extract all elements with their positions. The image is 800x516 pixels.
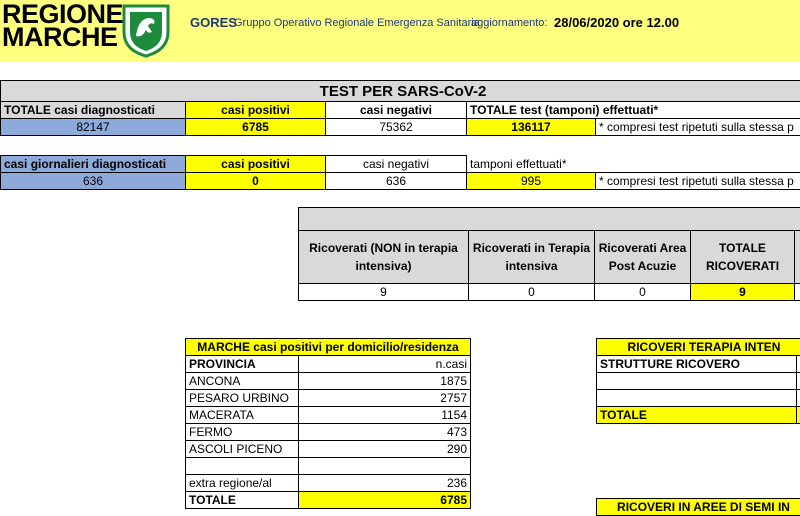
province-table xyxy=(185,338,471,509)
value-positive: 6785 xyxy=(186,119,326,136)
value-total-tests: 136117 xyxy=(467,119,596,136)
province-cases: 1154 xyxy=(299,407,471,424)
province-total-cases: 6785 xyxy=(299,492,471,509)
table-row xyxy=(186,492,471,509)
province-cases: 473 xyxy=(299,424,471,441)
test-note: * compresi test ripetuti sulla stessa p xyxy=(596,119,800,136)
cases-col-header: n.casi xyxy=(299,356,471,373)
table-row xyxy=(186,390,471,407)
header-total-tests: TOTALE test (tamponi) effettuati* xyxy=(467,102,800,119)
org-full: Gruppo Operativo Regionale Emergenza Sanitaria xyxy=(234,17,480,29)
province-name: MACERATA xyxy=(186,407,299,424)
table-row xyxy=(186,424,471,441)
header-total-diagnosed: TOTALE casi diagnosticati xyxy=(1,102,186,119)
header-daily-tests: tamponi effettuati* xyxy=(470,156,567,171)
province-name: ANCONA xyxy=(186,373,299,390)
province-name: PESARO URBINO xyxy=(186,390,299,407)
hosp-table xyxy=(298,207,800,301)
extra-region-label: extra regione/al xyxy=(186,475,299,492)
icu-table-title: RICOVERI TERAPIA INTEN xyxy=(597,339,800,356)
value-hosp-post-acute: 0 xyxy=(595,284,691,301)
value-total-diagnosed: 82147 xyxy=(1,119,186,136)
table-row xyxy=(186,441,471,458)
value-negative: 75362 xyxy=(326,119,467,136)
province-name: ASCOLI PICENO xyxy=(186,441,299,458)
test-table-title: TEST PER SARS-CoV-2 xyxy=(1,81,800,102)
value-daily-positive: 0 xyxy=(186,173,326,190)
header-hosp-post-acute: Ricoverati Area Post Acuzie xyxy=(595,231,691,284)
table-row xyxy=(186,407,471,424)
icu-table xyxy=(596,338,800,424)
test-table xyxy=(0,80,800,136)
header-negative: casi negativi xyxy=(326,102,467,119)
icu-total-label: TOTALE xyxy=(597,407,797,424)
value-hosp-non-icu: 9 xyxy=(299,284,469,301)
icu-structures-header: STRUTTURE RICOVERO xyxy=(597,356,797,373)
extra-region-cases: 236 xyxy=(299,475,471,492)
semi-table xyxy=(596,498,800,516)
province-name: FERMO xyxy=(186,424,299,441)
daily-note: * compresi test ripetuti sulla stessa p xyxy=(596,173,800,190)
org-short: GORES xyxy=(190,15,237,30)
header-hosp-non-icu: Ricoverati (NON in terapia intensiva) xyxy=(299,231,469,284)
value-daily-negative: 636 xyxy=(326,173,467,190)
province-cases: 1875 xyxy=(299,373,471,390)
update-label: aggiornamento: xyxy=(471,17,548,29)
province-total-label: TOTALE xyxy=(186,492,299,509)
value-daily-diagnosed: 636 xyxy=(1,173,186,190)
value-daily-tests: 995 xyxy=(467,173,596,190)
update-value: 28/06/2020 ore 12.00 xyxy=(554,15,680,30)
test-table-header xyxy=(1,102,800,119)
header-hosp-total: TOTALE RICOVERATI xyxy=(691,231,795,284)
province-col-header: PROVINCIA xyxy=(186,356,299,373)
hosp-table-title-bar xyxy=(299,208,800,231)
header-daily-negative: casi negativi xyxy=(326,156,467,173)
table-row xyxy=(186,373,471,390)
province-cases: 2757 xyxy=(299,390,471,407)
header-positive: casi positivi xyxy=(186,102,326,119)
table-row xyxy=(186,475,471,492)
semi-table-title: RICOVERI IN AREE DI SEMI IN xyxy=(597,499,800,516)
value-hosp-total: 9 xyxy=(691,284,795,301)
logo-line2: MARCHE xyxy=(2,22,118,52)
province-table-title: MARCHE casi positivi per domicilio/residenza xyxy=(186,339,471,356)
province-cases: 290 xyxy=(299,441,471,458)
value-hosp-icu: 0 xyxy=(469,284,595,301)
test-table-values xyxy=(1,119,800,136)
region-emblem-icon xyxy=(118,2,174,58)
header-daily-diagnosed: casi giornalieri diagnosticati xyxy=(1,156,186,173)
logo-line1: REGIONE xyxy=(2,0,124,29)
header-daily-positive: casi positivi xyxy=(186,156,326,173)
header-hosp-icu: Ricoverati in Terapia intensiva xyxy=(469,231,595,284)
daily-table xyxy=(0,155,800,190)
